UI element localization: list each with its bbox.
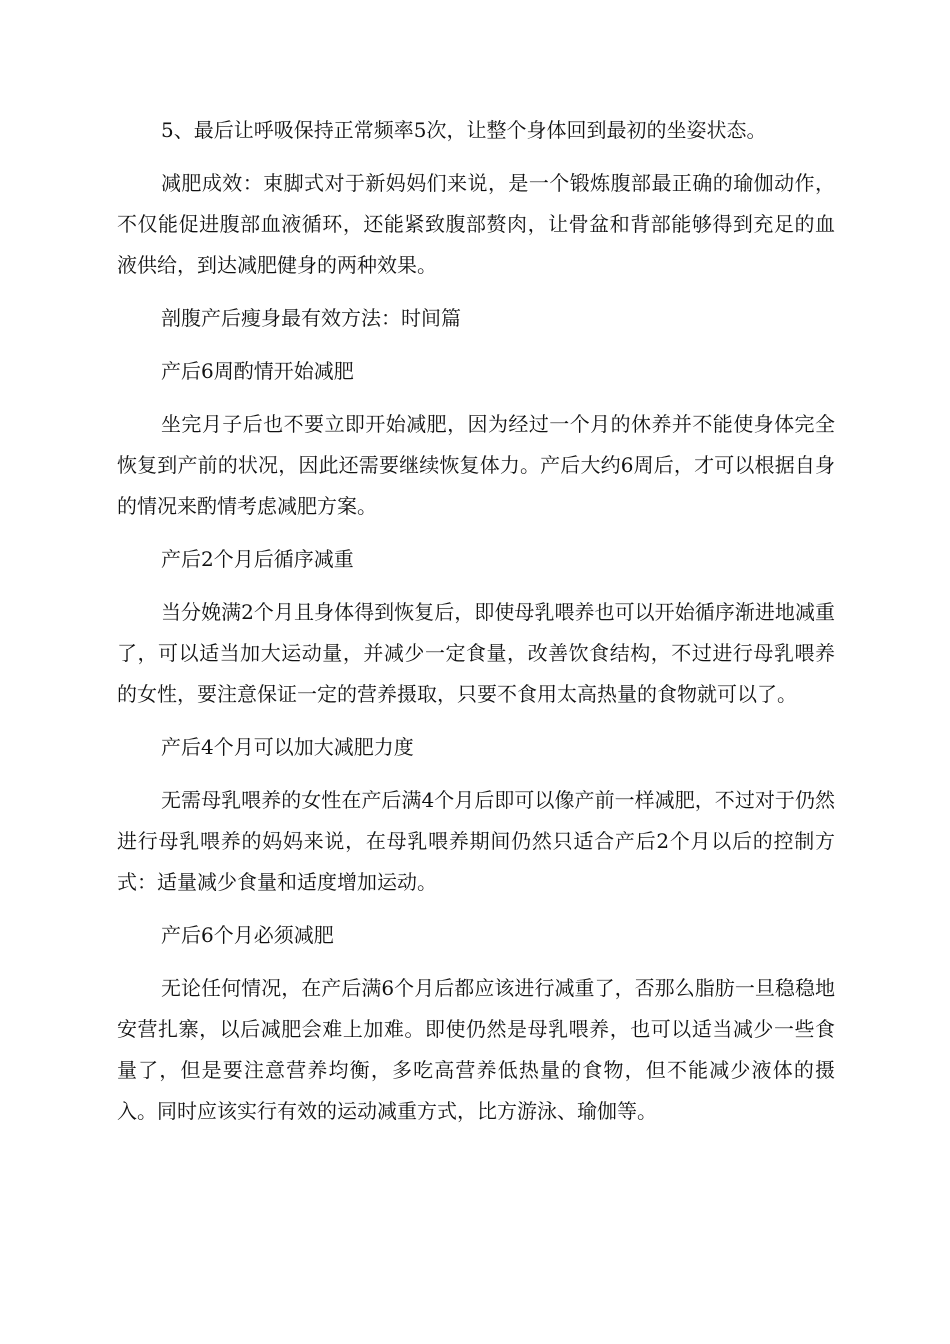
- paragraph-6-months: 无论任何情况，在产后满6个月后都应该进行减重了，否那么脂肪一旦稳稳地安营扎寨，以后减肥会难上加难。即使仍然是母乳喂养，也可以适当减少一些食量了，但是要注意营养均衡，多吃高营养低热量的食物，但不能减少液体的摄入。同时应该实行有效的运动减重方式，比方游泳、瑜伽等。: [117, 976, 835, 1123]
- paragraph-4-months: 无需母乳喂养的女性在产后满4个月后即可以像产前一样减肥，不过对于仍然进行母乳喂养的妈妈来说，在母乳喂养期间仍然只适合产后2个月以后的控制方式：适量减少食量和适度增加运动。: [117, 788, 835, 894]
- step-5-paragraph: 5、最后让呼吸保持正常频率5次，让整个身体回到最初的坐姿状态。: [161, 118, 767, 142]
- document-page: [117, 110, 835, 1144]
- subheading-2-months: 产后2个月后循序减重: [161, 547, 354, 571]
- effect-paragraph: 减肥成效：束脚式对于新妈妈们来说，是一个锻炼腹部最正确的瑜伽动作，不仅能促进腹部血液循环，还能紧致腹部赘肉，让骨盆和背部能够得到充足的血液供给，到达减肥健身的两种效果。: [117, 171, 835, 277]
- subheading-6-months: 产后6个月必须减肥: [161, 923, 334, 947]
- subheading-4-months: 产后4个月可以加大减肥力度: [161, 735, 414, 759]
- paragraph-6-weeks: 坐完月子后也不要立即开始减肥，因为经过一个月的休养并不能使身体完全恢复到产前的状况，因此还需要继续恢复体力。产后大约6周后，才可以根据自身的情况来酌情考虑减肥方案。: [117, 412, 835, 518]
- subheading-6-weeks: 产后6周酌情开始减肥: [161, 359, 354, 383]
- paragraph-2-months: 当分娩满2个月且身体得到恢复后，即使母乳喂养也可以开始循序渐进地减重了，可以适当加大运动量，并减少一定食量，改善饮食结构，不过进行母乳喂养的女性，要注意保证一定的营养摄取，只要不食用太高热量的食物就可以了。: [117, 600, 835, 706]
- section-heading-time: 剖腹产后瘦身最有效方法：时间篇: [161, 306, 461, 330]
